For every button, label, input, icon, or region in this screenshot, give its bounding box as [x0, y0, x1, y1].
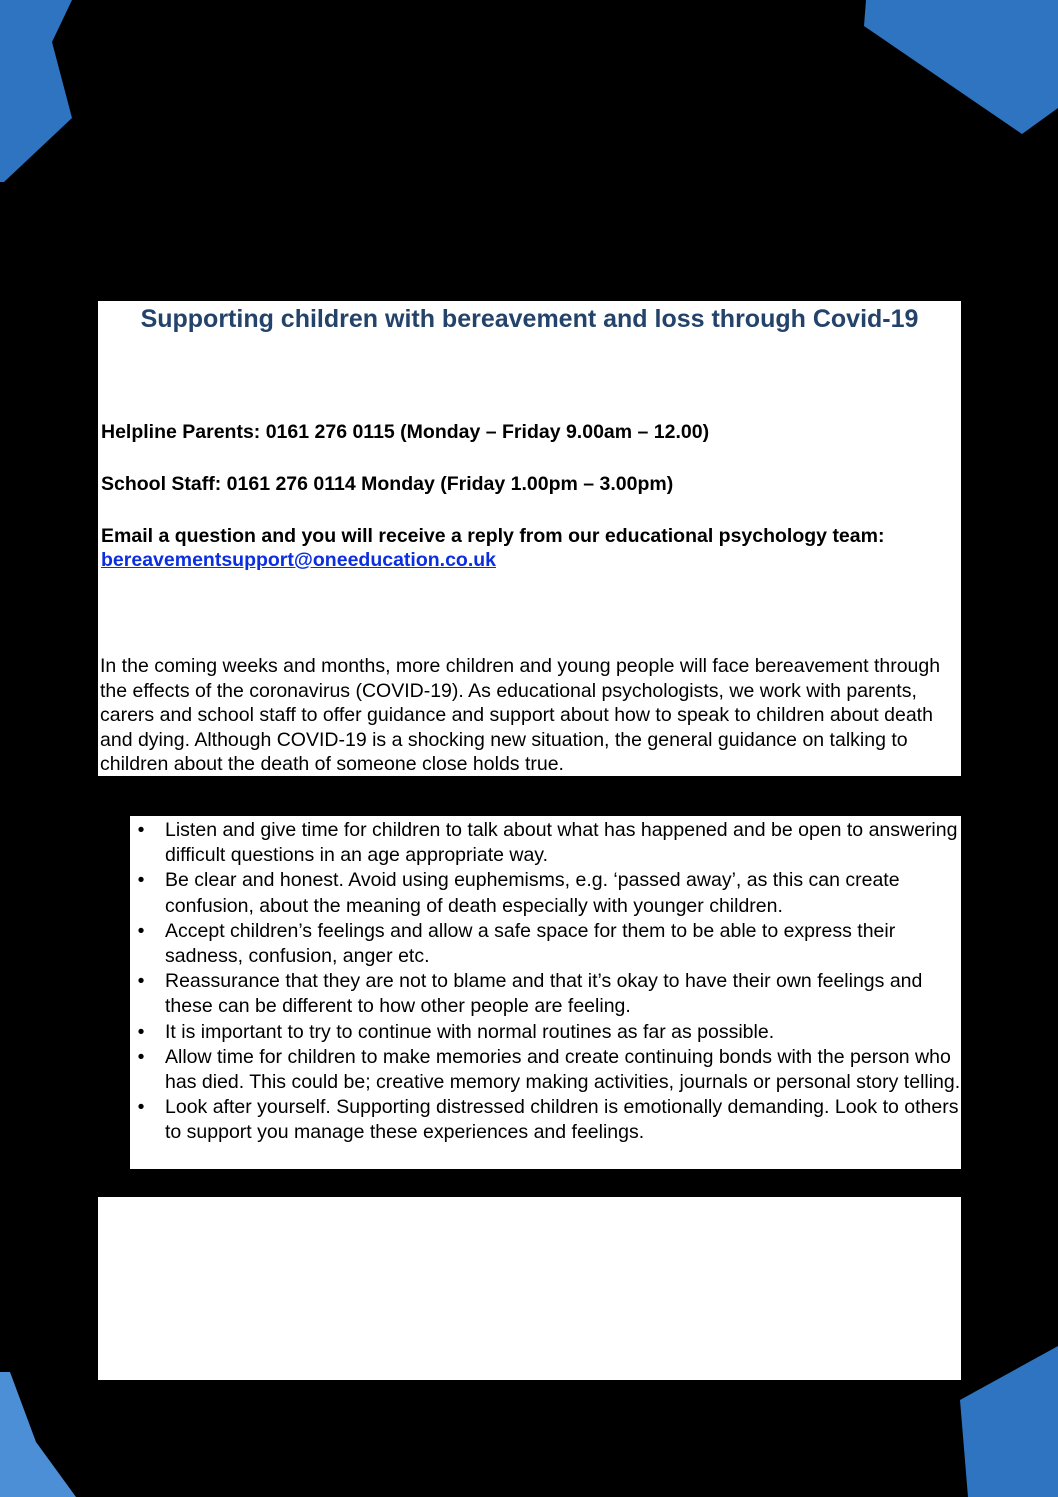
- email-question-line: [101, 524, 951, 572]
- blank-panel: [98, 1197, 961, 1380]
- bullet-icon: •: [137, 1020, 145, 1043]
- list-item: [130, 969, 961, 1019]
- school-staff-line: School Staff: 0161 276 0114 Monday (Friday 1.00pm – 3.00pm): [101, 473, 674, 495]
- document-title: Supporting children with bereavement and loss through Covid-19: [140, 305, 919, 333]
- intro-panel: [98, 301, 961, 776]
- corner-shape-top-left: [0, 0, 72, 182]
- list-item: [130, 1095, 961, 1145]
- tips-list: [130, 818, 961, 1146]
- tip-text: Accept children’s feelings and allow a safe space for them to be able to express their sadness, confusion, anger etc.: [165, 919, 896, 968]
- tip-text: Look after yourself. Supporting distressed children is emotionally demanding. Look to others to support you manage these experiences and feelings.: [165, 1096, 959, 1144]
- corner-shape-top-right: [864, 0, 1058, 134]
- tip-text: Reassurance that they are not to blame and that it’s okay to have their own feelings and these can be different to how other people are feeling.: [165, 970, 923, 1018]
- tips-panel: [130, 816, 961, 1169]
- helpline-parents-line: Helpline Parents: 0161 276 0115 (Monday – Friday 9.00am – 12.00): [101, 421, 710, 443]
- list-item: [130, 1020, 961, 1045]
- bullet-icon: •: [137, 919, 145, 942]
- bullet-icon: •: [137, 1096, 145, 1119]
- bullet-icon: •: [137, 1045, 145, 1068]
- email-intro-text: Email a question and you will receive a reply from our educational psychology team:: [101, 525, 885, 547]
- tip-text: It is important to try to continue with normal routines as far as possible.: [165, 1020, 775, 1043]
- bullet-icon: •: [137, 819, 145, 841]
- corner-shape-bottom-right: [960, 1346, 1058, 1497]
- list-item: [130, 868, 961, 918]
- bullet-icon: •: [137, 869, 145, 892]
- list-item: [130, 919, 961, 969]
- list-item: [130, 818, 961, 868]
- intro-paragraph: In the coming weeks and months, more children and young people will face bereavement through the effects of the coronavirus (COVID-19). As educational psychologists, we work with parents, carers and school staff to offer guidance and support about how to speak to children about death and dying. Although COVID-19 is a shocking new situation, the general guidance on talking to children about the death of someone close holds true.: [100, 655, 941, 776]
- bullet-icon: •: [137, 970, 145, 993]
- list-item: [130, 1045, 961, 1095]
- tip-text: Be clear and honest. Avoid using euphemisms, e.g. ‘passed away’, as this can create confusion, about the meaning of death especially with younger children.: [165, 869, 900, 917]
- tip-text: Allow time for children to make memories and create continuing bonds with the person who has died. This could be; creative memory making activities, journals or personal story telling.: [165, 1045, 961, 1094]
- corner-shape-bottom-left: [0, 1372, 76, 1497]
- email-link[interactable]: bereavementsupport@oneeducation.co.uk: [101, 549, 497, 571]
- tip-text: Listen and give time for children to talk about what has happened and be open to answering difficult questions in an age appropriate way.: [165, 819, 958, 867]
